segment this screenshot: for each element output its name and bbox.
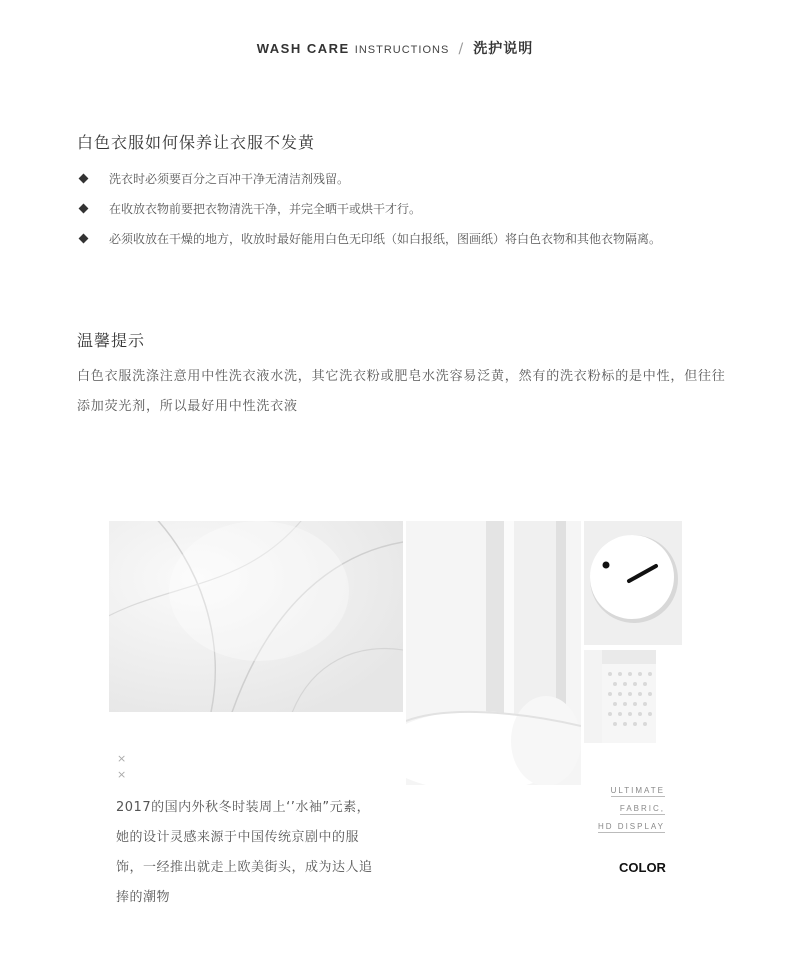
eng-line-hd-display: HD DISPLAY	[598, 822, 665, 831]
section-title-tip: 温馨提示	[77, 331, 146, 350]
lace-detail-image	[584, 650, 656, 743]
collection-description: 2017的国内外秋冬时装周上‘’水袖”元素，她的设计灵感来源于中国传统京剧中的服饰，一经推出就走上欧美街头，成为达人追捧的潮物	[116, 800, 373, 905]
instructions-label: INSTRUCTIONS	[354, 44, 450, 56]
x-mark-icon: ×	[117, 768, 127, 781]
diamond-bullet-icon	[79, 234, 89, 244]
diamond-bullet-icon	[79, 174, 89, 184]
tip-paragraph: 白色衣服洗涤注意用中性洗衣液水洗，其它洗衣粉或肥皂水洗容易泛黄，然有的洗衣粉标的是中性，但往往添加荧光剂，所以最好用中性洗衣液	[77, 369, 726, 414]
list-item: 在收放衣物前要把衣物清洗干净，并完全晒干或烘干才行。	[80, 200, 661, 230]
care-tips-list	[80, 170, 661, 260]
window-pillow-image	[406, 521, 581, 785]
page-header	[0, 38, 790, 58]
fabric-curves-image	[109, 521, 403, 712]
header-cn-title: 洗护说明	[473, 41, 534, 57]
wash-care-label: WASH CARE	[256, 41, 350, 56]
header-divider: /	[458, 41, 465, 57]
wall-clock-image	[584, 521, 682, 645]
eng-line-fabric: FABRIC,	[619, 804, 665, 813]
x-mark-icon: ×	[117, 752, 127, 765]
section-title-care: 白色衣服如何保养让衣服不发黄	[77, 133, 316, 152]
list-item: 洗衣时必须要百分之百冲干净无清洁剂残留。	[80, 170, 661, 200]
eng-line-ultimate: ULTIMATE	[610, 786, 665, 795]
list-item: 必须收放在干燥的地方，收放时最好能用白色无印纸（如白报纸，图画纸）将白色衣物和其他衣物隔离。	[80, 230, 661, 260]
diamond-bullet-icon	[79, 204, 89, 214]
color-label: COLOR	[619, 860, 666, 875]
